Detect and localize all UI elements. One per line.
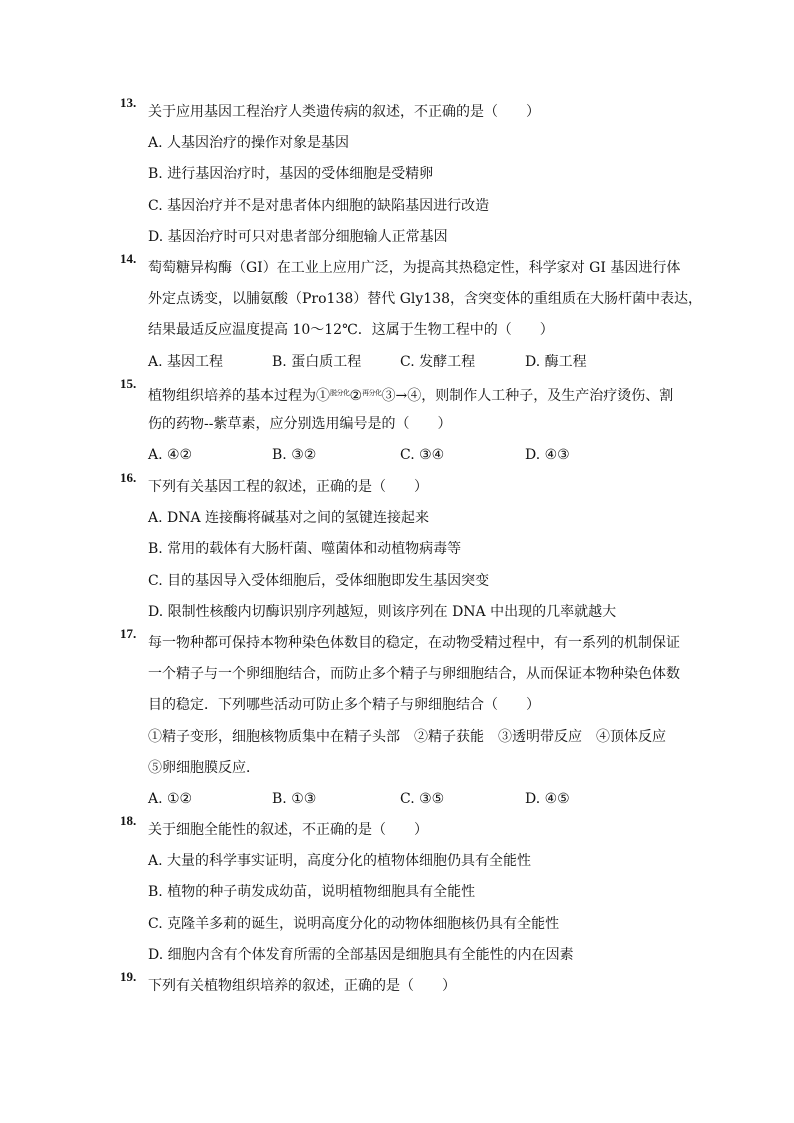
question-number: 17. [120,626,137,641]
question-stem: 目的稳定．下列哪些活动可防止多个精子与卵细胞结合（ ） [148,697,540,713]
option-c: C. 目的基因导入受体细胞后，受体细胞即发生基因突变 [148,573,490,589]
question-stem: 结果最适反应温度提高 10～12℃．这属于生物工程中的（ ） [148,322,554,338]
question-number: 18. [120,813,137,828]
question-stem: 植物组织培养的基本过程为①$^{脱分化}$②$^{再分化}$③→④，则制作人工种子，及生产治疗烫伤、割 [148,388,674,404]
option-d: D. 酶工程 [525,354,587,370]
option-a: A. 人基因治疗的操作对象是基因 [148,135,350,151]
option-b: B. 蛋白质工程 [272,354,362,370]
option-c: C. 基因治疗并不是对患者体内细胞的缺陷基因进行改造 [148,198,490,214]
option-b: B. ①③ [272,791,317,807]
question-number: 16. [120,470,137,485]
question-number: 14. [120,251,137,266]
option-a: A. ①② [148,791,193,807]
option-a: A. DNA 连接酶将碱基对之间的氢键连接起来 [148,510,430,526]
question-number: 15. [120,376,137,391]
question-stem: 一个精子与一个卵细胞结合，而防止多个精子与卵细胞结合，从而保证本物种染色体数 [148,666,680,682]
option-a: A. ④② [148,447,193,463]
option-d: D. 限制性核酸内切酶识别序列越短，则该序列在 DNA 中出现的几率就越大 [148,604,617,620]
question-stem: 关于细胞全能性的叙述，不正确的是（ ） [148,822,428,838]
question-stem: 下列有关植物组织培养的叙述，正确的是（ ） [148,978,456,994]
option-c: C. ③④ [400,447,445,463]
question-stem: 伤的药物--紫草素，应分别选用编号是的（ ） [148,416,452,432]
question-stem: 关于应用基因工程治疗人类遗传病的叙述，不正确的是（ ） [148,104,540,120]
option-a: A. 大量的科学事实证明，高度分化的植物体细胞仍具有全能性 [148,853,532,869]
option-c: C. ③⑤ [400,791,445,807]
question-stem: 每一物种都可保持本物种染色体数目的稳定，在动物受精过程中，有一系列的机制保证 [148,635,680,651]
option-c: C. 发酵工程 [400,354,476,370]
option-d: D. 基因治疗时可只对患者部分细胞输人正常基因 [148,229,448,245]
question-stem: 外定点诱变，以脯氨酸（Pro138）替代 Gly138，含突变体的重组质在大肠杆菌中表达， [148,291,703,307]
option-b: B. 植物的种子萌发成幼苗，说明植物细胞具有全能性 [148,884,476,900]
option-b: B. ③② [272,447,317,463]
question-stem: ⑤卵细胞膜反应． [148,760,260,776]
option-b: B. 进行基因治疗时，基因的受体细胞是受精卵 [148,166,434,182]
question-stem: 下列有关基因工程的叙述，正确的是（ ） [148,479,428,495]
option-d: D. ④③ [525,447,570,463]
option-b: B. 常用的载体有大肠杆菌、噬菌体和动植物病毒等 [148,541,462,557]
question-number: 19. [120,969,137,984]
question-stem: 萄萄糖异构酶（GI）在工业上应用广泛，为提高其热稳定性，科学家对 GI 基因进行体 [148,260,681,276]
option-d: D. 细胞内含有个体发育所需的全部基因是细胞具有全能性的内在因素 [148,947,574,963]
option-c: C. 克隆羊多莉的诞生，说明高度分化的动物体细胞核仍具有全能性 [148,916,560,932]
question-number: 13. [120,95,137,110]
option-a: A. 基因工程 [148,354,224,370]
option-d: D. ④⑤ [525,791,570,807]
question-stem: ①精子变形，细胞核物质集中在精子头部 ②精子获能 ③透明带反应 ④顶体反应 [148,729,666,745]
